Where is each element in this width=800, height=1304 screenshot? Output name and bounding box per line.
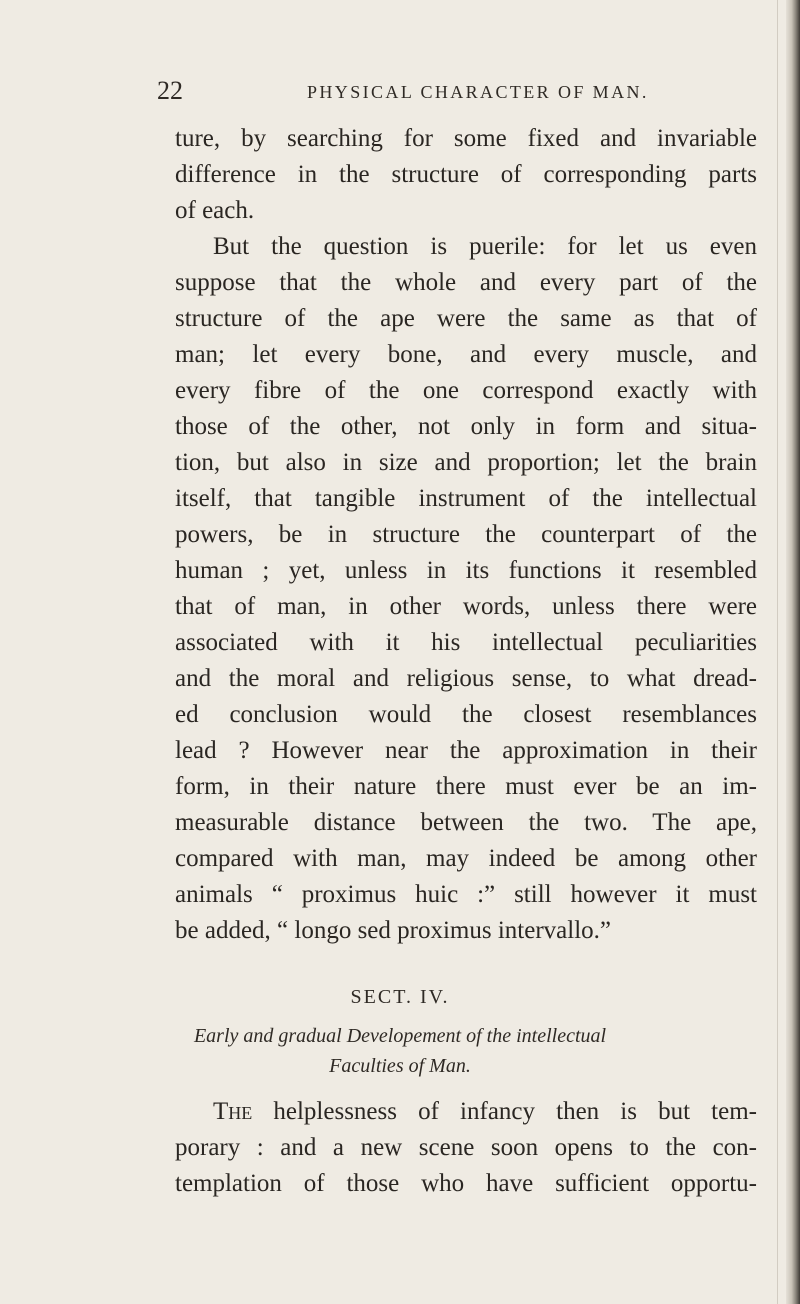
text-line: form, in their nature there must ever be an im- — [175, 773, 757, 800]
drop-word: The — [213, 1098, 253, 1125]
text-line: measurable distance between the two. The ape, — [175, 809, 757, 836]
text-line: associated with it his intellectual peculiarities — [175, 629, 757, 656]
text-line: ed conclusion would the closest resemblances — [175, 701, 757, 728]
text-line: every fibre of the one correspond exactly with — [175, 377, 757, 404]
page-number: 22 — [157, 76, 183, 105]
text-line: ture, by searching for some fixed and invariable — [175, 125, 757, 152]
text-line: that of man, in other words, unless there were — [175, 593, 757, 620]
section-heading: SECT. IV. — [350, 986, 450, 1008]
text-line: porary : and a new scene soon opens to the con- — [175, 1134, 757, 1161]
text-line: compared with man, may indeed be among other — [175, 845, 757, 872]
text-line: templation of those who have sufficient opportu- — [175, 1170, 757, 1197]
text-line: tion, but also in size and proportion; let the brain — [175, 449, 757, 476]
page-binding-edge — [786, 0, 800, 1304]
text-line: suppose that the whole and every part of the — [175, 269, 757, 296]
text-line: structure of the ape were the same as that of — [175, 305, 757, 332]
text-line: lead ? However near the approximation in their — [175, 737, 757, 764]
running-title: PHYSICAL CHARACTER OF MAN. — [307, 82, 649, 102]
text-line: itself, that tangible instrument of the intellectual — [175, 485, 757, 512]
section-subtitle-line1: Early and gradual Developement of the intellectual — [193, 1025, 607, 1047]
text-line: and the moral and religious sense, to what dread- — [175, 665, 757, 692]
text-line: animals “ proximus huic :” still however it must — [175, 881, 757, 908]
text-line: powers, be in structure the counterpart of the — [175, 521, 757, 548]
text-line: man; let every bone, and every muscle, and — [175, 341, 757, 368]
text-line: of each. — [175, 197, 255, 224]
text-line-rest: helplessness of infancy then is but tem- — [252, 1098, 757, 1125]
text-line: those of the other, not only in form and situa- — [175, 413, 757, 440]
text-line: But the question is puerile: for let us even — [213, 233, 757, 260]
page-edge-line — [777, 0, 778, 1304]
text-line: human ; yet, unless in its functions it resembled — [175, 557, 757, 584]
section-subtitle-line2: Faculties of Man. — [329, 1055, 471, 1077]
text-line: be added, “ longo sed proximus intervallo.” — [175, 917, 611, 944]
text-line — [213, 1094, 757, 1130]
text-line: difference in the structure of corresponding parts — [175, 161, 757, 188]
running-head — [0, 70, 800, 110]
